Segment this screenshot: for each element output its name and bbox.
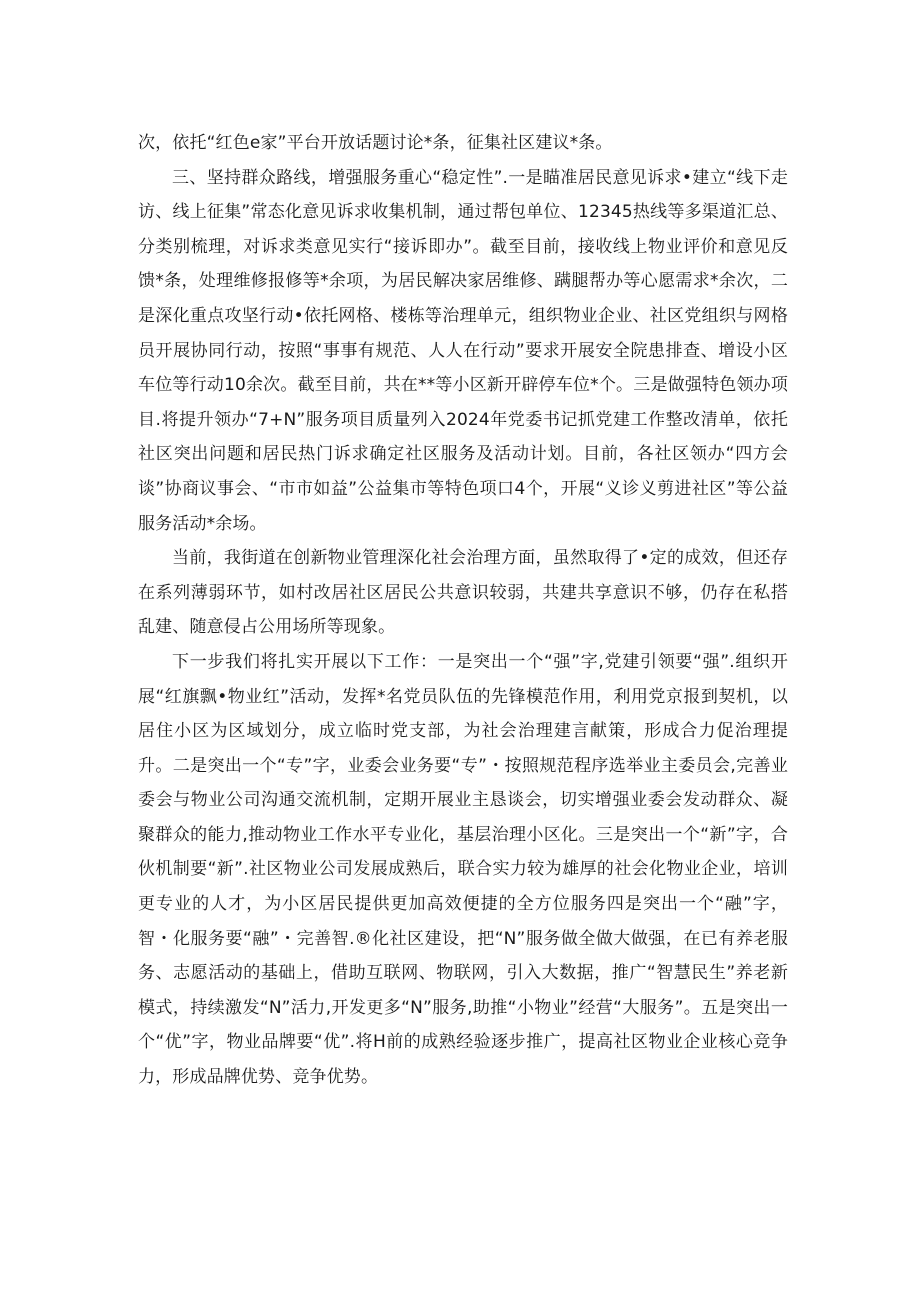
paragraph-continuation: 次，依托“红色e家”平台开放话题讨论*条，征集社区建议*条。 [138, 133, 613, 153]
paragraph-next-steps: 下一步我们将扎实开展以下工作：一是突出一个“强”字,党建引领要“强”.组织开展“红旗飘•物业红”活动，发挥*名党员队伍的先锋模范作用，利用党京报到契机，以居住小区为区域划分，成立临时党支部，为社会治理建言献策，形成合力促治理提升。二是突出一个“专”字，业委会业务要“专”・按照规范程序选举业主委员会,完善业委会与物业公司沟通交流机制，定期开展业主恳谈会，切实增强业委会发动群众、凝聚群众的能力,推动物业工作水平专业化，基层治理小区化。三是突出一个“新”字，合伙机制要“新”.社区物业公司发展成熟后，联合实力较为雄厚的社会化物业企业，培训更专业的人才，为小区居民提供更加高效便捷的全方位服务四是突出一个“融”字，智・化服务要“融”・完善智.®化社区建设，把“N”服务做全做大做强，在已有养老服务、志愿活动的基础上，借助互联网、物联网，引入大数据，推广“智慧民生”养老新模式，持续激发“N”活力,开发更多“N”服务,助推“小物业”经营“大服务”。五是突出一个“优”字，物业品牌要“优”.将H前的成熟经验逐步推广，提高社区物业企业核心竞争力，形成品牌优势、竞争优势。 [138, 651, 789, 1088]
paragraph-section-three: 三、坚持群众路线，增强服务重心“稳定性”.一是瞄准居民意见诉求•建立“线下走访、线上征集”常态化意见诉求收集机制，通过帮包单位、12345热线等多渠道汇总、分类别梳理，对诉求类意见实行“接诉即办”。截至目前，接收线上物业评价和意见反馈*条，处理维修报修等*余项，为居民解决家居维修、蹒腿帮办等心愿需求*余次，二是深化重点攻坚行动•依托网格、楼栋等治理单元，组织物业企业、社区党组织与网格员开展协同行动，按照“事事有规范、人人在行动”要求开展安全院患排查、增设小区车位等行动10余次。截至目前，共在**等小区新开辟停车位*个。三是做强特色领办项目.将提升领办“7+N”服务项目质量列入2024年党委书记抓党建工作整改清单，依托社区突出问题和居民热门诉求确定社区服务及活动计划。目前，各社区领办“四方会谈”协商议事会、“市市如益”公益集市等特色项口4个，开展“义诊义剪进社区”等公益服务活动*余场。 [138, 167, 788, 534]
document-body [138, 126, 788, 1095]
paragraph-current-status: 当前，我街道在创新物业管理深化社会治理方面，虽然取得了•定的成效，但还存在系列薄弱环节，如村改居社区居民公共意识较弱，共建共享意识不够，仍存在私搭乱建、随意侵占公用场所等现象。 [138, 548, 788, 638]
